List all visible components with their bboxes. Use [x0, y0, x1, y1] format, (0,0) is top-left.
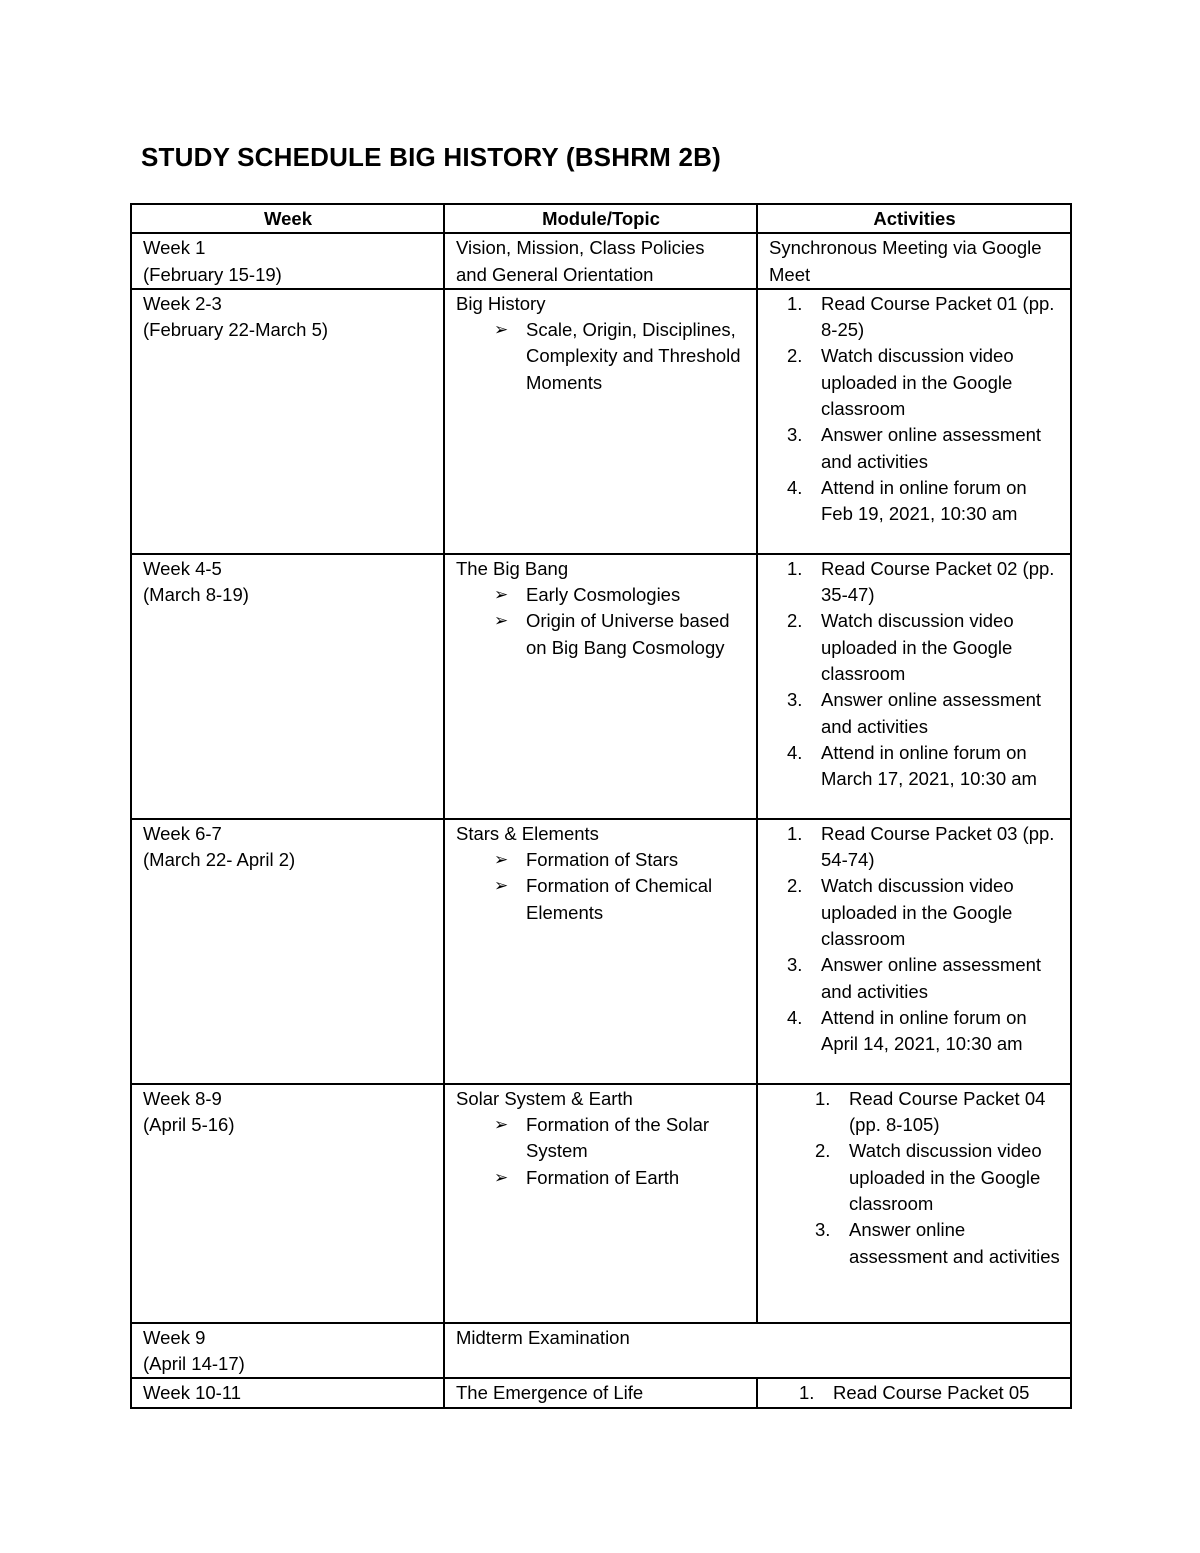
- arrow-bullet-icon: ➢: [494, 320, 509, 340]
- week-label: Week 9: [143, 1326, 206, 1348]
- activity-number: 3.: [815, 1219, 831, 1241]
- activity-list: [769, 556, 1060, 793]
- week-dates: (March 22- April 2): [143, 849, 296, 871]
- arrow-bullet-icon: ➢: [494, 876, 509, 896]
- activity-text: Answer online assessment and activities: [821, 424, 1042, 472]
- activity-text: Attend in online forum on April 14, 2021, 10:30 am: [821, 1006, 1027, 1055]
- activity-item: [775, 556, 1060, 609]
- topic-bullet: [494, 873, 746, 926]
- week-dates: (April 5-16): [143, 1114, 235, 1136]
- bullet-text: Formation of Earth: [526, 1166, 680, 1188]
- activity-number: 3.: [787, 954, 803, 976]
- activity-number: 4.: [787, 741, 803, 763]
- topic-cell: [444, 819, 757, 1084]
- activity-item: [803, 1138, 1060, 1217]
- activity-text: Read Course Packet 03 (pp. 54-74): [821, 822, 1055, 871]
- activity-number: 1.: [787, 557, 803, 579]
- arrow-bullet-icon: ➢: [494, 611, 509, 631]
- bullet-text: Formation of the Solar System: [526, 1114, 710, 1162]
- merged-exam-cell: [444, 1323, 1071, 1379]
- bullet-text: Early Cosmologies: [526, 584, 681, 606]
- bullet-text: Formation of Chemical Elements: [526, 875, 713, 923]
- topic-bullet: [494, 317, 746, 396]
- activity-number: 1.: [799, 1382, 815, 1404]
- activity-number: 1.: [815, 1087, 831, 1109]
- activity-item: [775, 608, 1060, 687]
- activity-item: [775, 821, 1060, 874]
- activity-text: Read Course Packet 01 (pp. 8-25): [821, 292, 1055, 341]
- activity-text: Answer online assessment and activities: [849, 1219, 1060, 1267]
- activity-item: [803, 1217, 1060, 1270]
- topic-title: Big History: [456, 292, 546, 314]
- week-dates: (February 15-19): [143, 263, 282, 285]
- activity-text: Answer online assessment and activities: [821, 689, 1042, 737]
- topic-title: The Big Bang: [456, 557, 569, 579]
- activity-text: Read Course Packet 04 (pp. 8-105): [849, 1087, 1046, 1136]
- table-row: [131, 233, 1071, 289]
- activities-cell: [757, 289, 1071, 554]
- activity-number: 1.: [787, 292, 803, 314]
- activity-text: Synchronous Meeting via Google: [769, 237, 1042, 259]
- activity-number: 1.: [787, 822, 803, 844]
- activity-text: Watch discussion video uploaded in the Google classroom: [821, 345, 1014, 420]
- activity-number: 3.: [787, 689, 803, 711]
- activity-item: [775, 343, 1060, 422]
- table-row: [131, 1323, 1071, 1379]
- week-cell: [131, 1084, 444, 1323]
- week-label: Week 2-3: [143, 292, 222, 314]
- topic-cell: [444, 554, 757, 819]
- page-title: STUDY SCHEDULE BIG HISTORY (BSHRM 2B): [141, 142, 721, 172]
- activity-item: [787, 1380, 1060, 1406]
- activity-text: Answer online assessment and activities: [821, 954, 1042, 1002]
- activity-number: 2.: [787, 875, 803, 897]
- topic-bullet: [494, 582, 746, 608]
- activity-text: Watch discussion video uploaded in the Google classroom: [821, 610, 1014, 685]
- week-cell: [131, 554, 444, 819]
- week-cell: [131, 289, 444, 554]
- schedule-table: [130, 203, 1072, 1409]
- topic-bullet: [494, 847, 746, 873]
- week-cell: [131, 233, 444, 289]
- topic-bullet: [494, 608, 746, 661]
- activity-number: 2.: [787, 610, 803, 632]
- activity-item: [775, 687, 1060, 740]
- arrow-bullet-icon: ➢: [494, 1167, 509, 1187]
- bullet-text: Scale, Origin, Disciplines, Complexity and Threshold Moments: [526, 319, 741, 393]
- exam-label: Midterm Examination: [456, 1326, 630, 1348]
- topic-cell: [444, 1378, 757, 1407]
- activity-item: [775, 873, 1060, 952]
- bullet-text: Formation of Stars: [526, 849, 679, 871]
- week-dates: (February 22-March 5): [143, 319, 329, 341]
- header-module-topic: Module/Topic: [444, 204, 757, 233]
- header-week: Week: [131, 204, 444, 233]
- topic-bullet: [494, 1112, 746, 1165]
- week-label: Week 8-9: [143, 1087, 222, 1109]
- activities-cell: [757, 554, 1071, 819]
- activity-text: Read Course Packet 05: [833, 1382, 1030, 1404]
- topic-cell: [444, 289, 757, 554]
- week-dates: (April 14-17): [143, 1353, 245, 1375]
- activity-item: [803, 1086, 1060, 1139]
- activity-text: Watch discussion video uploaded in the Google classroom: [821, 875, 1014, 950]
- table-row: [131, 1378, 1071, 1407]
- arrow-bullet-icon: ➢: [494, 850, 509, 870]
- activity-number: 3.: [787, 424, 803, 446]
- topic-bullet-list: [456, 582, 746, 661]
- activity-item: [775, 740, 1060, 793]
- activity-number: 4.: [787, 1006, 803, 1028]
- header-row: [131, 204, 1071, 233]
- activity-number: 4.: [787, 476, 803, 498]
- activity-list: [769, 291, 1060, 528]
- activity-text: Read Course Packet 02 (pp. 35-47): [821, 557, 1055, 606]
- arrow-bullet-icon: ➢: [494, 585, 509, 605]
- activities-cell: [757, 819, 1071, 1084]
- week-label: Week 1: [143, 237, 206, 259]
- activity-list: [769, 1380, 1060, 1406]
- activity-item: [775, 952, 1060, 1005]
- week-dates: (March 8-19): [143, 584, 249, 606]
- activity-item: [775, 475, 1060, 528]
- activity-item: [775, 422, 1060, 475]
- week-label: Week 6-7: [143, 822, 222, 844]
- topic-title: The Emergence of Life: [456, 1382, 644, 1404]
- header-activities: Activities: [757, 204, 1071, 233]
- table-row: [131, 554, 1071, 819]
- week-cell: [131, 1323, 444, 1379]
- topic-title: Stars & Elements: [456, 822, 599, 844]
- week-cell: [131, 819, 444, 1084]
- arrow-bullet-icon: ➢: [494, 1115, 509, 1135]
- topic-title: Solar System & Earth: [456, 1087, 633, 1109]
- week-label: Week 4-5: [143, 557, 222, 579]
- topic-text: Vision, Mission, Class Policies: [456, 237, 705, 259]
- topic-bullet-list: [456, 1112, 746, 1191]
- topic-bullet-list: [456, 317, 746, 396]
- table-row: [131, 1084, 1071, 1323]
- bullet-text: Origin of Universe based on Big Bang Cosmology: [526, 610, 730, 658]
- activity-number: 2.: [787, 345, 803, 367]
- activities-cell: [757, 1084, 1071, 1323]
- topic-cell: [444, 233, 757, 289]
- topic-bullet-list: [456, 847, 746, 926]
- activity-item: [775, 291, 1060, 344]
- activities-cell: [757, 233, 1071, 289]
- activities-cell: [757, 1378, 1071, 1407]
- activity-text: Attend in online forum on March 17, 2021, 10:30 am: [821, 741, 1037, 790]
- activity-list: [769, 821, 1060, 1058]
- topic-bullet: [494, 1165, 746, 1191]
- activity-text: Meet: [769, 263, 811, 285]
- activity-text: Watch discussion video uploaded in the Google classroom: [849, 1140, 1042, 1215]
- week-label: Week 10-11: [143, 1382, 242, 1404]
- activity-number: 2.: [815, 1140, 831, 1162]
- table-row: [131, 289, 1071, 554]
- topic-cell: [444, 1084, 757, 1323]
- activity-list: [769, 1086, 1060, 1270]
- week-cell: [131, 1378, 444, 1407]
- topic-text: and General Orientation: [456, 263, 654, 285]
- activity-item: [775, 1005, 1060, 1058]
- table-row: [131, 819, 1071, 1084]
- activity-text: Attend in online forum on Feb 19, 2021, 10:30 am: [821, 476, 1027, 525]
